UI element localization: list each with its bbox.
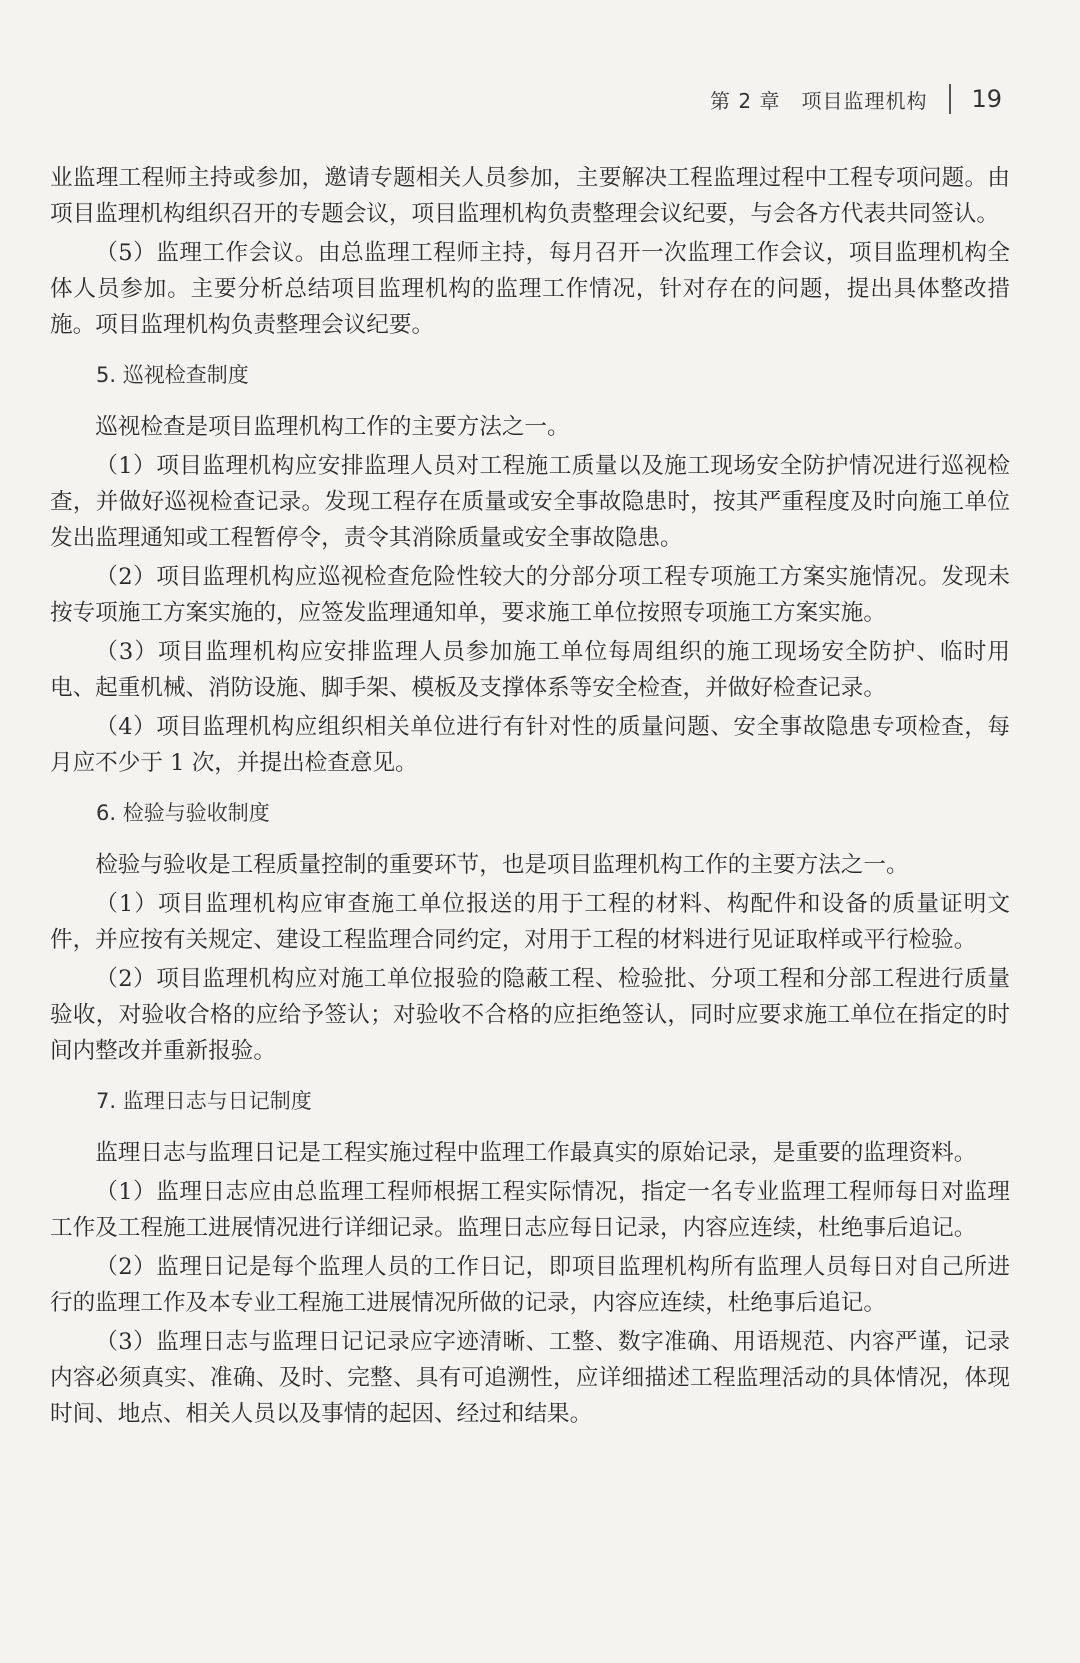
section6-intro: 检验与验收是工程质量控制的重要环节，也是项目监理机构工作的主要方法之一。 [95,852,909,878]
running-header [710,84,1002,114]
section-heading-6: 6. 检验与验收制度 [96,801,270,825]
section5-item-2: （2）项目监理机构应巡视检查危险性较大的分部分项工程专项施工方案实施情况。发现未按专项施工方案实施的，应签发监理通知单，要求施工单位按照专项施工方案实施。 [50,564,1010,626]
section7-intro: 监理日志与监理日记是工程实施过程中监理工作最真实的原始记录，是重要的监理资料。 [95,1140,977,1166]
page-number: 19 [971,85,1002,113]
section5-item-1: （1）项目监理机构应安排监理人员对工程施工质量以及施工现场安全防护情况进行巡视检查，并做好巡视检查记录。发现工程存在质量或安全事故隐患时，按其严重程度及时向施工单位发出监理通知或工程暂停令，责令其消除质量或安全事故隐患。 [50,453,1010,551]
section5-intro: 巡视检查是项目监理机构工作的主要方法之一。 [95,414,570,440]
section7-item-2: （2）监理日记是每个监理人员的工作日记，即项目监理机构所有监理人员每日对自己所进行的监理工作及本专业工程施工进展情况所做的记录，内容应连续，杜绝事后追记。 [50,1254,1010,1316]
paragraph-meeting-5: （5）监理工作会议。由总监理工程师主持，每月召开一次监理工作会议，项目监理机构全体人员参加。主要分析总结项目监理机构的监理工作情况，针对存在的问题，提出具体整改措施。项目监理机构负责整理会议纪要。 [50,240,1010,338]
section5-item-4: （4）项目监理机构应组织相关单位进行有针对性的质量问题、安全事故隐患专项检查，每月应不少于 1 次，并提出检查意见。 [50,714,1010,776]
section-heading-7: 7. 监理日志与日记制度 [96,1089,312,1113]
page-body [50,160,1010,1432]
paragraph-continued: 业监理工程师主持或参加，邀请专题相关人员参加，主要解决工程监理过程中工程专项问题。由项目监理机构组织召开的专题会议，项目监理机构负责整理会议纪要，与会各方代表共同签认。 [50,165,1010,227]
header-divider [949,84,951,114]
section-heading-5: 5. 巡视检查制度 [96,363,249,387]
section7-item-3: （3）监理日志与监理日记记录应字迹清晰、工整、数字准确、用语规范、内容严谨，记录内容必须真实、准确、及时、完整、具有可追溯性，应详细描述工程监理活动的具体情况，体现时间、地点、相关人员以及事情的起因、经过和结果。 [50,1329,1010,1427]
section6-item-2: （2）项目监理机构应对施工单位报验的隐蔽工程、检验批、分项工程和分部工程进行质量验收，对验收合格的应给予签认；对验收不合格的应拒绝签认，同时应要求施工单位在指定的时间内整改并重新报验。 [50,966,1010,1064]
section5-item-3: （3）项目监理机构应安排监理人员参加施工单位每周组织的施工现场安全防护、临时用电、起重机械、消防设施、脚手架、模板及支撑体系等安全检查，并做好检查记录。 [50,639,1010,701]
section6-item-1: （1）项目监理机构应审查施工单位报送的用于工程的材料、构配件和设备的质量证明文件，并应按有关规定、建设工程监理合同约定，对用于工程的材料进行见证取样或平行检验。 [50,891,1010,953]
chapter-title: 第 2 章 项目监理机构 [710,88,928,113]
section7-item-1: （1）监理日志应由总监理工程师根据工程实际情况，指定一名专业监理工程师每日对监理工作及工程施工进展情况进行详细记录。监理日志应每日记录，内容应连续，杜绝事后追记。 [50,1179,1010,1241]
